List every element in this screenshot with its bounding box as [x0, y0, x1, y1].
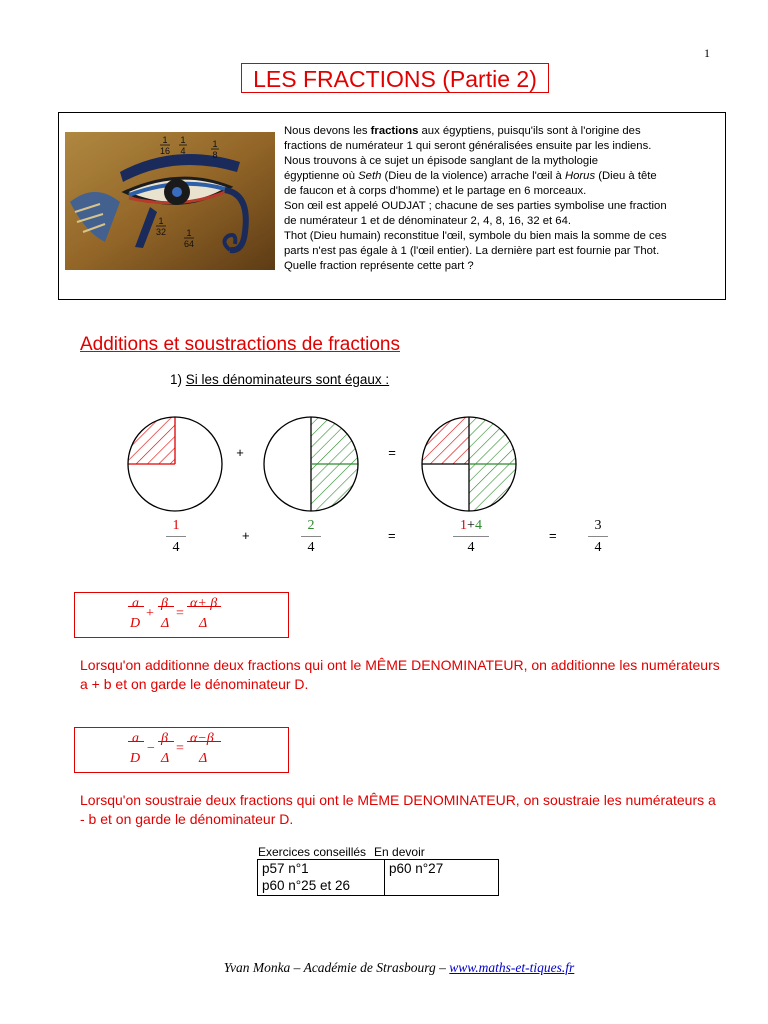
subsection-title: 1) Si les dénominateurs sont égaux : — [170, 372, 390, 387]
svg-text:8: 8 — [212, 150, 218, 160]
svg-text:64: 64 — [183, 239, 195, 249]
svg-text:32: 32 — [155, 227, 167, 237]
footer-link[interactable]: www.maths-et-tiques.fr — [449, 960, 575, 975]
equals-sign-fractions-1: = — [388, 528, 396, 543]
exercises-cell-right: p60 n°27 — [385, 860, 499, 896]
intro-text: Nous devons les fractions aux égyptiens, puisqu'ils sont à l'origine des fractions de numérateur 1 qui seront généralisées ensuite par les indiens. Nous trouvons à ce sujet un épisode sanglant de la mythologie égyptienne où Seth (Dieu de la violence) arrache l'œil à Horus (Dieu à tête de faucon et à corps d'homme) et le partage en 6 morceaux. Son œil est appelé OUDJAT ; chacune de ses parties symbolise une fraction de numérateur 1 et de dénominateur 2, 4, 8, 16, 32 et 64. Thot (Dieu humain) reconstitue l'œil, symbole du bien mais la somme de ces parts n'est pas égale à 1 (l'œil entier). La dernière part est fournie par Thot. Quelle fraction représente cette part ? — [284, 125, 667, 272]
exercises-table — [257, 859, 499, 896]
equals-sign-fractions-2: = — [549, 528, 557, 543]
page-number: 1 — [704, 46, 710, 60]
footer: Yvan Monka – Académie de Strasbourg – www.maths-et-tiques.fr — [223, 960, 575, 975]
section-title: Additions et soustractions de fractions — [80, 334, 401, 355]
svg-text:1: 1 — [186, 228, 192, 238]
exercises-header-left: Exercices conseillés — [258, 845, 367, 859]
plus-sign-fractions: + — [242, 528, 250, 543]
svg-text:1: 1 — [180, 135, 186, 145]
svg-text:1: 1 — [212, 139, 218, 149]
svg-text:1: 1 — [162, 135, 168, 145]
fraction-two-fourths: 2 4 — [301, 518, 321, 556]
label-sixteen: 16 — [159, 146, 171, 156]
page-title: LES FRACTIONS (Partie 2) — [241, 63, 549, 93]
exercises-header-right: En devoir — [374, 845, 425, 859]
circle-two-quarters — [264, 417, 358, 511]
eye-of-horus-image — [65, 132, 275, 270]
fraction-three-fourths: 3 4 — [588, 518, 608, 556]
circle-one-quarter — [128, 417, 222, 511]
equals-sign-circles: = — [388, 445, 396, 460]
addition-rule: Lorsqu'on additionne deux fractions qui ont le MÊME DENOMINATEUR, on additionne les numérateurs a + b et on garde le dénominateur D. — [80, 657, 720, 692]
svg-text:1: 1 — [158, 216, 164, 226]
fraction-circles-diagram — [0, 405, 768, 515]
circle-three-quarters — [422, 417, 516, 511]
plus-sign-circles: + — [236, 445, 244, 460]
fraction-one-fourth: 1 4 — [166, 518, 186, 556]
exercises-cell-left: p57 n°1 p60 n°25 et 26 — [258, 860, 385, 896]
svg-text:4: 4 — [180, 146, 186, 156]
fraction-sum: 1+4 4 — [453, 518, 489, 556]
exercises-header — [258, 845, 425, 859]
subtraction-rule: Lorsqu'on soustraie deux fractions qui ont le MÊME DENOMINATEUR, on soustraie les numérateurs a - b et on garde le dénominateur D. — [80, 792, 716, 827]
